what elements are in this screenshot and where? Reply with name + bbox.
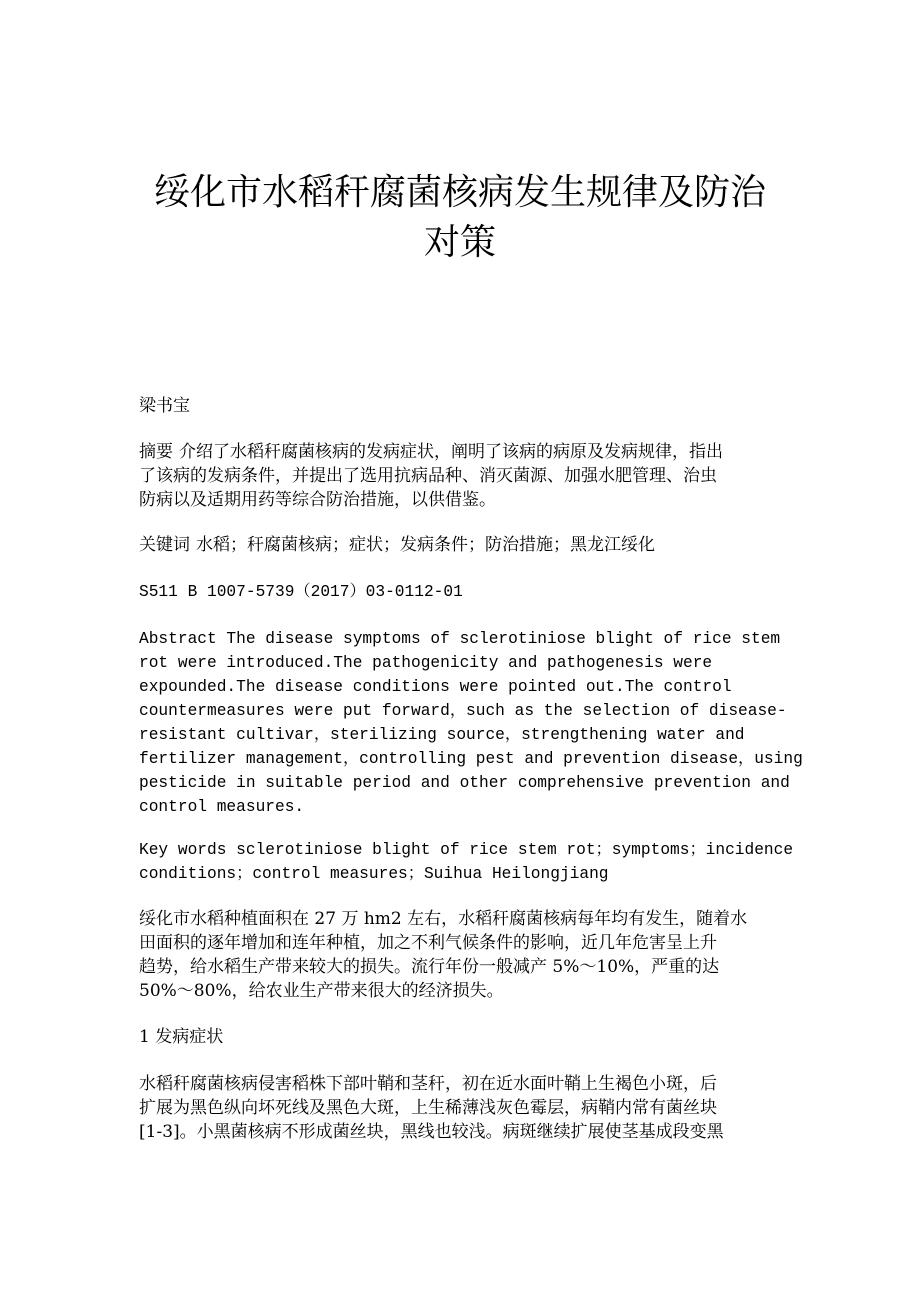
document-title	[100, 168, 820, 268]
abstract-cn-line-1: 摘要 介绍了水稻秆腐菌核病的发病症状，阐明了该病的病原及发病规律，指出	[139, 442, 723, 462]
intro-line-1: 绥化市水稻种植面积在 27 万 hm2 左右，水稻秆腐菌核病每年均有发生，随着水	[139, 909, 748, 929]
section-1-paragraph	[139, 1072, 784, 1144]
author	[139, 394, 784, 418]
section-1-line-2: 扩展为黑色纵向坏死线及黑色大斑，上生稀薄浅灰色霉层，病鞘内常有菌丝块	[139, 1098, 717, 1118]
abstract-en-line-1: Abstract The disease symptoms of sclerotiniose blight of rice stem	[139, 630, 781, 648]
keywords-cn-label: 关键词	[139, 535, 190, 555]
abstract-en-line-2: rot were introduced.The pathogenicity and pathogenesis were	[139, 654, 713, 672]
keywords-cn-text: 水稻；秆腐菌核病；症状；发病条件；防治措施；黑龙江绥化	[196, 535, 655, 555]
abstract-en-line-8: control measures.	[139, 798, 305, 816]
section-1-heading: 1 发病症状	[139, 1027, 224, 1047]
section-1-line-1: 水稻秆腐菌核病侵害稻株下部叶鞘和茎秆，初在近水面叶鞘上生褐色小斑，后	[139, 1074, 717, 1094]
author-name: 梁书宝	[139, 396, 190, 416]
abstract-cn-line-3: 防病以及适期用药等综合防治措施，以供借鉴。	[139, 490, 496, 510]
abstract-cn-label: 摘要	[139, 442, 173, 462]
intro-line-4: 50%～80%，给农业生产带来很大的经济损失。	[139, 981, 504, 1001]
title-line-1: 绥化市水稻秆腐菌核病发生规律及防治	[153, 172, 766, 213]
abstract-cn	[139, 440, 784, 512]
intro-paragraph	[139, 907, 784, 1003]
abstract-en-line-5: resistant cultivar，sterilizing source，strengthening water and	[139, 726, 745, 744]
abstract-cn-line-2: 了该病的发病条件，并提出了选用抗病品种、消灭菌源、加强水肥管理、治虫	[139, 466, 717, 486]
abstract-en-line-4: countermeasures were put forward，such as the selection of disease-	[139, 702, 787, 720]
keywords-cn	[139, 533, 784, 557]
abstract-en-line-7: pesticide in suitable period and other comprehensive prevention and	[139, 774, 790, 792]
keywords-en-line-2: conditions；control measures；Suihua Heilongjiang	[139, 865, 609, 883]
intro-line-3: 趋势，给水稻生产带来较大的损失。流行年份一般减产 5%～10%，严重的达	[139, 957, 720, 977]
title-line-2: 对策	[423, 222, 496, 263]
intro-line-2: 田面积的逐年增加和连年种植，加之不利气候条件的影响，近几年危害呈上升	[139, 933, 717, 953]
section-1-line-3: [1-3]。小黑菌核病不形成菌丝块，黑线也较浅。病斑继续扩展使茎基成段变黑	[139, 1122, 724, 1142]
abstract-en-line-6: fertilizer management，controlling pest and prevention disease，using	[139, 750, 803, 768]
keywords-en-line-1: Key words sclerotiniose blight of rice stem rot；symptoms；incidence	[139, 841, 794, 859]
classification-code: S511 B 1007-5739（2017）03-0112-01	[139, 583, 463, 601]
abstract-en	[139, 627, 803, 819]
abstract-en-line-3: expounded.The disease conditions were pointed out.The control	[139, 678, 732, 696]
keywords-en	[139, 838, 794, 886]
